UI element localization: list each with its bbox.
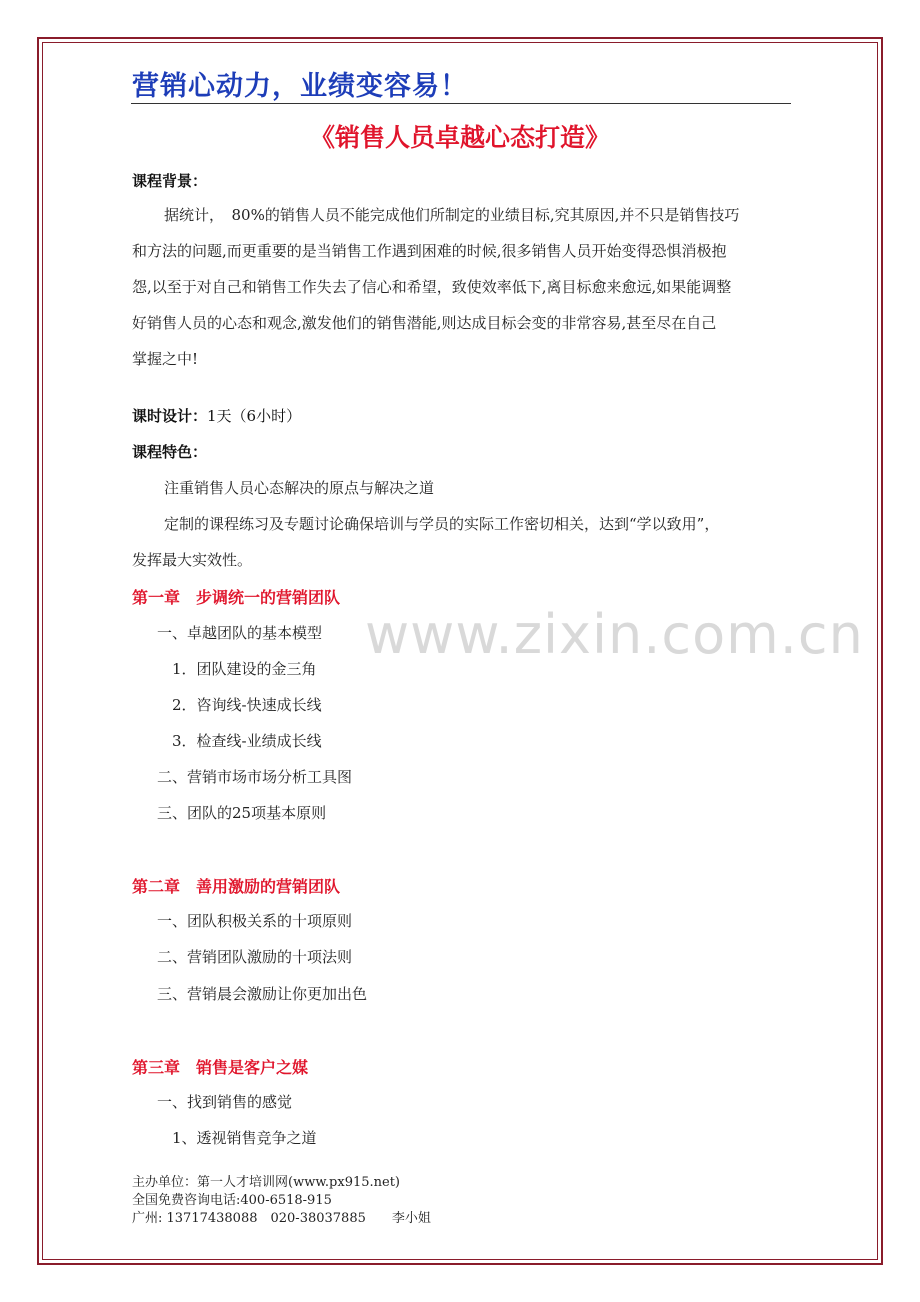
footer-organizer: 主办单位：第一人才培训网(www.px915.net) xyxy=(132,1175,401,1190)
duration-label: 课时设计： xyxy=(132,407,208,425)
outline-item: 2．咨询线-快速成长线 xyxy=(172,696,322,714)
background-paragraph xyxy=(132,197,792,377)
outline-item: 三、营销晨会激励让你更加出色 xyxy=(157,985,368,1003)
chapter-2-title: 第二章 善用激励的营销团队 xyxy=(132,877,341,896)
footer-contact: 广州: 13717438088 020-38037885 李小姐 xyxy=(132,1211,431,1226)
header-divider xyxy=(131,103,791,104)
outline-item: 一、团队积极关系的十项原则 xyxy=(157,912,353,930)
chapter-1-title: 第一章 步调统一的营销团队 xyxy=(132,588,341,607)
outline-item: 3．检查线-业绩成长线 xyxy=(172,732,322,750)
background-line: 据统计， 80%的销售人员不能完成他们所制定的业绩目标,究其原因,并不只是销售技巧 xyxy=(164,206,740,224)
background-line: 怨,以至于对自己和销售工作失去了信心和希望，致使效率低下,离目标愈来愈远,如果能调整 xyxy=(132,278,732,296)
outline-item: 1．团队建设的金三角 xyxy=(172,660,317,678)
outline-item: 三、团队的25项基本原则 xyxy=(157,804,327,822)
duration-value: 1天（6小时） xyxy=(207,407,302,425)
features-line: 定制的课程练习及专题讨论确保培训与学员的实际工作密切相关，达到“学以致用”， xyxy=(164,515,720,533)
document-title: 《销售人员卓越心态打造》 xyxy=(309,123,610,152)
background-line: 好销售人员的心态和观念,激发他们的销售潜能,则达成目标会变的非常容易,甚至尽在自己 xyxy=(132,314,717,332)
duration-row xyxy=(132,405,301,426)
header-slogan: 营销心动力，业绩变容易！ xyxy=(132,71,468,102)
footer-hotline: 全国免费咨询电话:400-6518-915 xyxy=(132,1193,332,1208)
outline-item: 二、营销市场市场分析工具图 xyxy=(157,768,353,786)
watermark: www.zixin.com.cn xyxy=(365,603,864,666)
background-line: 和方法的问题,而更重要的是当销售工作遇到困难的时候,很多销售人员开始变得恐惧消极抱 xyxy=(132,242,727,260)
outline-item: 二、营销团队激励的十项法则 xyxy=(157,948,353,966)
background-label: 课程背景： xyxy=(132,172,208,190)
chapter-3-title: 第三章 销售是客户之媒 xyxy=(132,1058,309,1077)
background-line: 掌握之中! xyxy=(132,350,199,368)
outline-item: 一、找到销售的感觉 xyxy=(157,1093,293,1111)
outline-item: 1、透视销售竞争之道 xyxy=(172,1129,317,1147)
features-line: 注重销售人员心态解决的原点与解决之道 xyxy=(164,479,435,497)
outline-item: 一、卓越团队的基本模型 xyxy=(157,624,323,642)
features-label: 课程特色： xyxy=(132,443,208,461)
features-line: 发挥最大实效性。 xyxy=(132,551,253,569)
